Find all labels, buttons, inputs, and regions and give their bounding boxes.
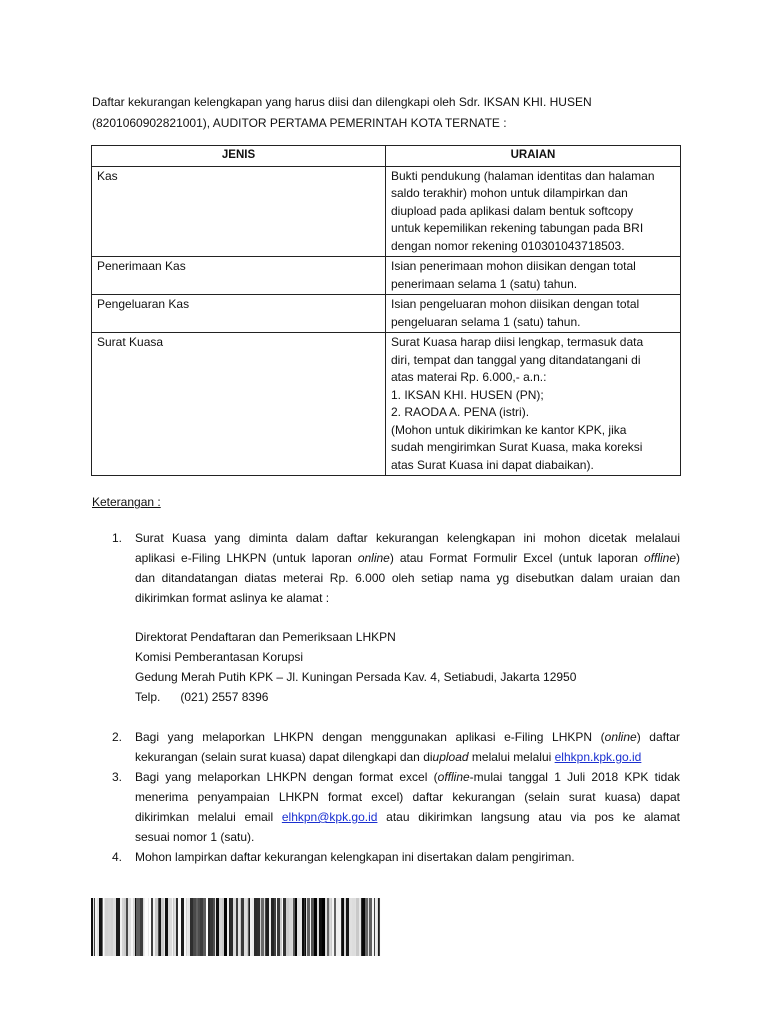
item-line — [135, 568, 680, 588]
keterangan-title: Keterangan : — [92, 495, 161, 509]
uraian-line: atas Surat Kuasa ini dapat diabaikan). — [391, 457, 594, 472]
text-segment: atau dikirimkan langsung atau via pos ke alamat — [377, 810, 680, 824]
text-segment: Bagi yang melaporkan LHKPN dengan format excel ( — [135, 770, 438, 784]
uraian-line: pengeluaran selama 1 (satu) tahun. — [391, 314, 581, 329]
item-line — [135, 727, 680, 747]
address-line: Direktorat Pendaftaran dan Pemeriksaan LHKPN — [135, 630, 396, 644]
header-jenis: JENIS — [92, 146, 386, 167]
item-number: 1. — [112, 531, 123, 545]
text-segment: dikirimkan melalui email — [135, 810, 282, 824]
uraian-line: dengan nomor rekening 010301043718503. — [391, 238, 625, 253]
text-segment: Surat Kuasa yang diminta dalam daftar kekurangan kelengkapan ini mohon dicetak melalaui — [135, 531, 680, 545]
uraian-line: saldo terakhir) mohon untuk dilampirkan dan — [391, 186, 628, 200]
uraian-line: 2. RAODA A. PENA (istri). — [391, 405, 530, 419]
item-line — [135, 767, 680, 787]
intro-paragraph — [92, 92, 692, 134]
uraian-line: sudah mengirimkan Surat Kuasa, maka koreksi — [391, 440, 643, 454]
item-line — [135, 847, 680, 867]
uraian-line: 1. IKSAN KHI. HUSEN (PN); — [391, 387, 544, 402]
uraian-line: untuk kepemilikan rekening tabungan pada BRI — [391, 221, 644, 235]
intro-line: Daftar kekurangan kelengkapan yang harus diisi dan dilengkapi oleh Sdr. IKSAN KHI. HUSEN — [92, 95, 592, 109]
text-segment: ) daftar — [636, 730, 680, 744]
item-line — [135, 548, 680, 568]
intro-line: (8201060902821001), AUDITOR PERTAMA PEMERINTAH KOTA TERNATE : — [92, 116, 507, 130]
italic-text: upload — [432, 750, 469, 764]
italic-text: offline — [643, 551, 677, 565]
item-number: 2. — [112, 730, 123, 744]
header-uraian: URAIAN — [386, 146, 681, 167]
uraian-line: penerimaan selama 1 (satu) tahun. — [391, 276, 578, 291]
text-segment: Mohon lampirkan daftar kekurangan kelengkapan ini disertakan dalam pengiriman. — [135, 850, 575, 864]
text-segment: ) atau Format Formulir Excel (untuk laporan — [389, 551, 644, 565]
table-row — [92, 295, 681, 333]
text-segment: dikirimkan format aslinya ke alamat : — [135, 591, 330, 605]
jenis-cell: Surat Kuasa — [92, 333, 386, 476]
address-line: Gedung Merah Putih KPK – Jl. Kuningan Persada Kav. 4, Setiabudi, Jakarta 12950 — [135, 670, 577, 684]
text-segment: menerima penyampaian LHKPN format excel) daftar kekurangan (selain surat kuasa) dapat — [135, 790, 680, 804]
table-row — [92, 257, 681, 295]
table-row — [92, 333, 681, 476]
text-segment: sesuai nomor 1 (satu). — [135, 830, 255, 844]
link[interactable]: elhkpn.kpk.go.id — [554, 750, 642, 764]
item-line — [135, 528, 680, 548]
text-segment: Bagi yang melaporkan LHKPN dengan menggunakan aplikasi e-Filing LHKPN ( — [135, 730, 605, 744]
text-segment: ) — [676, 551, 681, 565]
item-line — [135, 827, 680, 847]
uraian-cell — [386, 295, 681, 333]
address-line: Komisi Pemberantasan Korupsi — [135, 650, 304, 664]
uraian-line: Isian penerimaan mohon diisikan dengan total — [391, 259, 636, 273]
item-line — [135, 807, 680, 827]
uraian-line: Bukti pendukung (halaman identitas dan halaman — [391, 168, 655, 183]
item-line — [135, 747, 680, 767]
uraian-line: diupload pada aplikasi dalam bentuk softcopy — [391, 203, 634, 218]
item-number: 4. — [112, 850, 123, 864]
uraian-cell — [386, 166, 681, 257]
barcode-image — [91, 898, 384, 956]
item-line — [135, 588, 680, 608]
barcode-bar — [380, 898, 381, 956]
uraian-line: diri, tempat dan tanggal yang ditandatangani di — [391, 352, 641, 367]
deficiency-table — [91, 145, 681, 476]
text-segment: dan ditandatangan diatas meterai Rp. 6.000 oleh setiap nama yg disebutkan dalam uraian dan — [135, 571, 680, 585]
table-header-row — [92, 146, 681, 167]
uraian-line: (Mohon untuk dikirimkan ke kantor KPK, jika — [391, 422, 627, 437]
italic-text: offline — [437, 770, 470, 784]
address-block — [135, 627, 576, 707]
uraian-line: Surat Kuasa harap diisi lengkap, termasuk data — [391, 335, 644, 349]
uraian-cell — [386, 333, 681, 476]
item-line — [135, 787, 680, 807]
text-segment: kekurangan (selain surat kuasa) dapat dilengkapi dan di — [135, 750, 433, 764]
jenis-cell: Penerimaan Kas — [92, 257, 386, 295]
jenis-cell: Kas — [92, 166, 386, 257]
italic-text: online — [604, 730, 637, 744]
uraian-line: Isian pengeluaran mohon diisikan dengan total — [391, 297, 640, 311]
item-number: 3. — [112, 770, 123, 784]
uraian-line: atas materai Rp. 6.000,- a.n.: — [391, 370, 547, 384]
text-segment: -mulai tanggal 1 Juli 2018 KPK tidak — [469, 770, 681, 784]
text-segment: aplikasi e-Filing LHKPN (untuk laporan — [135, 551, 358, 565]
italic-text: online — [357, 551, 390, 565]
address-line: Telp. (021) 2557 8396 — [135, 690, 269, 704]
link[interactable]: elhkpn@kpk.go.id — [281, 810, 378, 824]
uraian-cell — [386, 257, 681, 295]
jenis-cell: Pengeluaran Kas — [92, 295, 386, 333]
table-row — [92, 166, 681, 257]
text-segment: melalui melalui — [468, 750, 555, 764]
